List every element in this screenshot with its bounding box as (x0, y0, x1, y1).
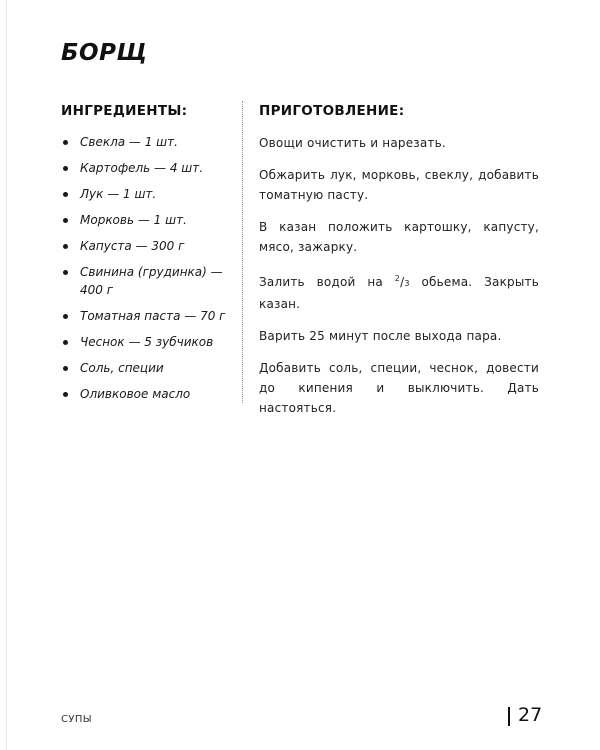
ingredient-item (61, 359, 231, 377)
footer-section-label: СУПЫ (61, 714, 93, 725)
preparation-step-fill (259, 269, 539, 314)
bullet-icon (63, 218, 68, 223)
ingredient-text: Свекла — 1 шт. (80, 135, 178, 149)
preparation-column (259, 103, 539, 430)
bullet-icon (63, 366, 68, 371)
bullet-icon (63, 166, 68, 171)
ingredient-item (61, 333, 231, 351)
page-number-bar (508, 707, 510, 726)
preparation-step: Добавить соль, специи, чеснок, довести до кипения и выключить. Дать настояться. (259, 361, 539, 415)
bullet-icon (63, 140, 68, 145)
preparation-step: В казан положить картошку, капусту, мясо, зажарку. (259, 220, 539, 254)
ingredient-item (61, 385, 231, 403)
ingredients-heading: ИНГРЕДИЕНТЫ: (61, 103, 188, 119)
ingredients-list (61, 133, 231, 403)
ingredient-item (61, 133, 231, 151)
ingredient-text: Свинина (грудинка) — 400 г (80, 265, 223, 297)
bullet-icon (63, 340, 68, 345)
ingredient-item (61, 211, 231, 229)
page-number: 27 (518, 704, 543, 726)
ingredient-text: Чеснок — 5 зубчиков (80, 335, 214, 349)
column-divider (242, 101, 243, 403)
fraction-numerator: 2 (394, 274, 401, 283)
fill-text-before: Залить водой на (259, 275, 383, 289)
ingredient-text: Морковь — 1 шт. (80, 213, 187, 227)
ingredients-column (61, 103, 231, 411)
ingredient-text: Лук — 1 шт. (80, 187, 157, 201)
bullet-icon (63, 314, 68, 319)
ingredient-text: Картофель — 4 шт. (80, 161, 204, 175)
ingredient-item (61, 237, 231, 255)
fraction-denominator: 3 (404, 279, 410, 288)
ingredient-text: Томатная паста — 70 г (80, 309, 226, 323)
ingredient-text: Капуста — 300 г (80, 239, 185, 253)
page-edge-line (6, 0, 7, 750)
fraction: $^2$/3 (394, 274, 410, 289)
recipe-title: БОРЩ (61, 40, 148, 66)
ingredient-item (61, 159, 231, 177)
preparation-step: Обжарить лук, морковь, свеклу, добавить томатную пасту. (259, 168, 539, 202)
ingredient-item (61, 185, 231, 203)
preparation-step: Варить 25 минут после выхода пара. (259, 329, 502, 343)
fill-text-after: обьема. Закрыть казан. (259, 275, 540, 311)
bullet-icon (63, 270, 68, 275)
preparation-step: Овощи очистить и нарезать. (259, 136, 446, 150)
ingredient-item (61, 263, 231, 299)
preparation-heading: ПРИГОТОВЛЕНИЕ: (259, 103, 405, 119)
ingredient-item (61, 307, 231, 325)
ingredient-text: Оливковое масло (80, 387, 191, 401)
ingredient-text: Соль, специи (80, 361, 164, 375)
bullet-icon (63, 392, 68, 397)
bullet-icon (63, 244, 68, 249)
bullet-icon (63, 192, 68, 197)
